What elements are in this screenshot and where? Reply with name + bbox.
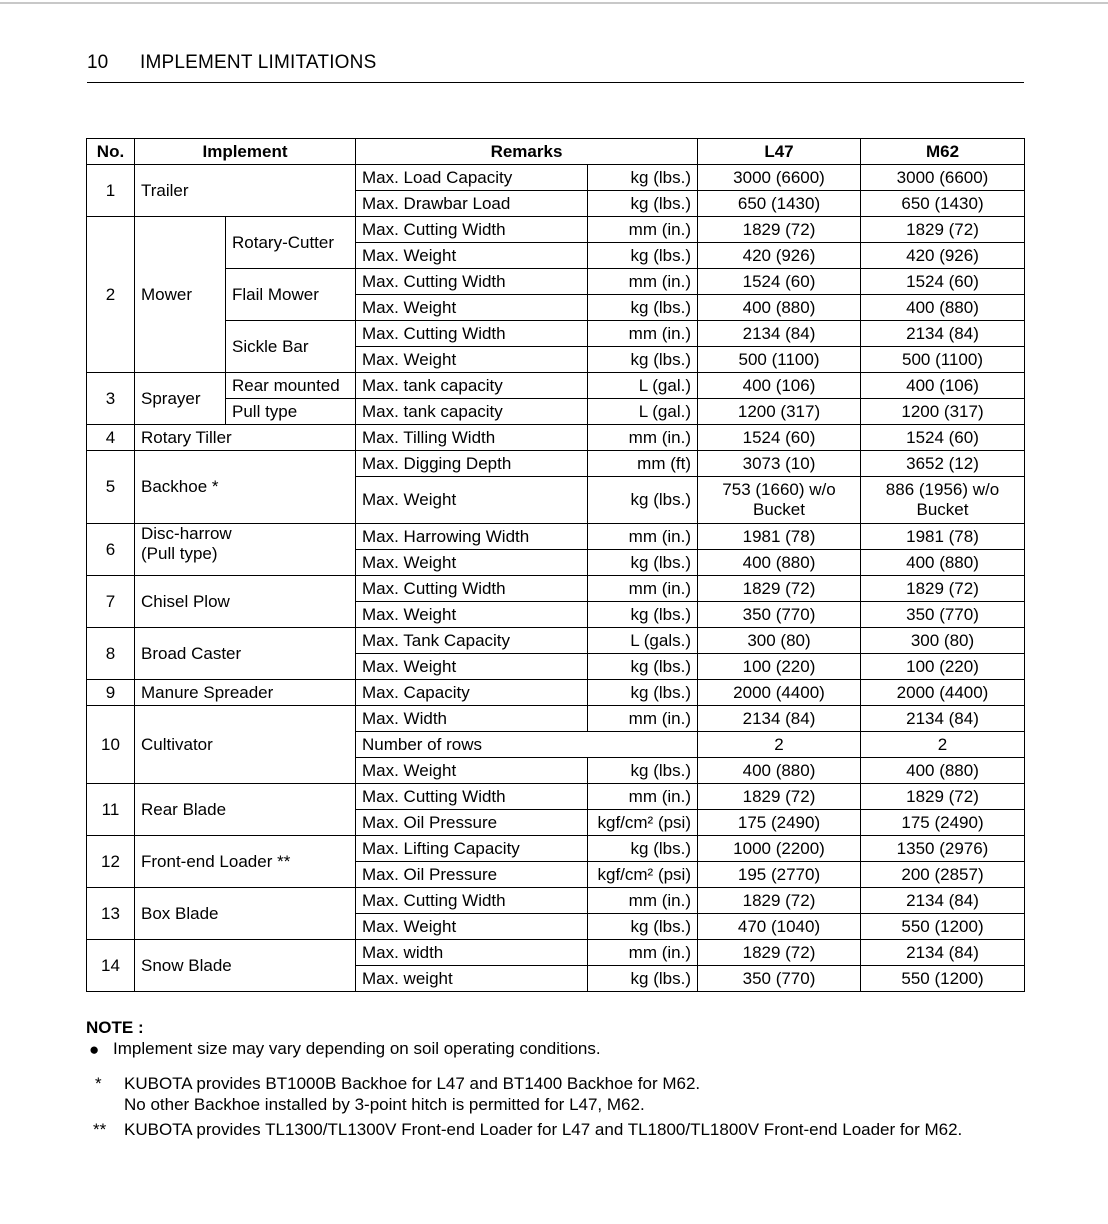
table-row bbox=[87, 217, 1025, 243]
page-number: 10 bbox=[87, 52, 109, 73]
m62-value: 1829 (72) bbox=[861, 217, 1025, 243]
remark: Max. Weight bbox=[356, 602, 588, 628]
m62-value: 2134 (84) bbox=[861, 940, 1025, 966]
remark: Max. Weight bbox=[356, 914, 588, 940]
table-row bbox=[87, 321, 1025, 347]
unit: kg (lbs.) bbox=[588, 243, 698, 269]
remark: Max. Harrowing Width bbox=[356, 524, 588, 550]
row-number: 11 bbox=[87, 784, 135, 836]
l47-value-line1: 753 (1660) w/o bbox=[722, 480, 836, 499]
row-number: 14 bbox=[87, 940, 135, 992]
m62-value: 1981 (78) bbox=[861, 524, 1025, 550]
implement-limitations-table bbox=[86, 138, 1025, 992]
row-number: 9 bbox=[87, 680, 135, 706]
unit: mm (in.) bbox=[588, 217, 698, 243]
m62-value: 200 (2857) bbox=[861, 862, 1025, 888]
m62-value: 3000 (6600) bbox=[861, 165, 1025, 191]
remark: Max. tank capacity bbox=[356, 373, 588, 399]
footnote-text-line1: KUBOTA provides BT1000B Backhoe for L47 and BT1400 Backhoe for M62. bbox=[124, 1074, 701, 1093]
implement-name: Mower bbox=[135, 217, 226, 373]
row-number: 13 bbox=[87, 888, 135, 940]
unit: kg (lbs.) bbox=[588, 477, 698, 524]
implement-name-line2: (Pull type) bbox=[141, 544, 218, 563]
row-number: 3 bbox=[87, 373, 135, 425]
unit: kgf/cm² (psi) bbox=[588, 810, 698, 836]
table-row bbox=[87, 706, 1025, 732]
row-number: 6 bbox=[87, 524, 135, 576]
m62-value: 1350 (2976) bbox=[861, 836, 1025, 862]
m62-value: 550 (1200) bbox=[861, 966, 1025, 992]
table-row bbox=[87, 628, 1025, 654]
footnote-text-line2: No other Backhoe installed by 3-point hitch is permitted for L47, M62. bbox=[124, 1095, 645, 1114]
m62-value: 650 (1430) bbox=[861, 191, 1025, 217]
l47-value: 500 (1100) bbox=[698, 347, 861, 373]
remark: Max. Cutting Width bbox=[356, 269, 588, 295]
m62-value: 400 (106) bbox=[861, 373, 1025, 399]
remark: Max. tank capacity bbox=[356, 399, 588, 425]
top-rule bbox=[0, 2, 1108, 4]
table-row bbox=[87, 888, 1025, 914]
remark: Max. weight bbox=[356, 966, 588, 992]
remark: Max. Weight bbox=[356, 347, 588, 373]
m62-value: 2134 (84) bbox=[861, 706, 1025, 732]
implement-subtype: Sickle Bar bbox=[226, 321, 356, 373]
l47-value: 2134 (84) bbox=[698, 321, 861, 347]
remark: Max. Cutting Width bbox=[356, 217, 588, 243]
remark: Max. Weight bbox=[356, 654, 588, 680]
remark: Max. Cutting Width bbox=[356, 784, 588, 810]
row-number: 4 bbox=[87, 425, 135, 451]
table-row bbox=[87, 451, 1025, 477]
note-bullet-text: Implement size may vary depending on soil operating conditions. bbox=[113, 1039, 601, 1058]
l47-value: 400 (880) bbox=[698, 550, 861, 576]
implement-name bbox=[135, 524, 356, 576]
implement-subtype: Rear mounted bbox=[226, 373, 356, 399]
l47-value: 1524 (60) bbox=[698, 425, 861, 451]
row-number: 12 bbox=[87, 836, 135, 888]
l47-value: 350 (770) bbox=[698, 602, 861, 628]
unit: L (gals.) bbox=[588, 628, 698, 654]
m62-value: 400 (880) bbox=[861, 550, 1025, 576]
l47-value-line2: Bucket bbox=[753, 500, 805, 519]
unit: kg (lbs.) bbox=[588, 966, 698, 992]
l47-value: 1829 (72) bbox=[698, 217, 861, 243]
l47-value: 100 (220) bbox=[698, 654, 861, 680]
implement-subtype: Flail Mower bbox=[226, 269, 356, 321]
l47-value: 195 (2770) bbox=[698, 862, 861, 888]
m62-value: 3652 (12) bbox=[861, 451, 1025, 477]
unit: kg (lbs.) bbox=[588, 295, 698, 321]
unit: mm (in.) bbox=[588, 524, 698, 550]
remark: Max. Tank Capacity bbox=[356, 628, 588, 654]
l47-value: 400 (106) bbox=[698, 373, 861, 399]
row-number: 2 bbox=[87, 217, 135, 373]
table-row bbox=[87, 940, 1025, 966]
col-header-l47: L47 bbox=[698, 139, 861, 165]
unit: mm (in.) bbox=[588, 888, 698, 914]
l47-value: 470 (1040) bbox=[698, 914, 861, 940]
unit: mm (in.) bbox=[588, 321, 698, 347]
m62-value: 1829 (72) bbox=[861, 784, 1025, 810]
page-header bbox=[87, 52, 1024, 83]
unit: mm (in.) bbox=[588, 784, 698, 810]
footnote-marker: * bbox=[95, 1074, 102, 1093]
remark: Max. Oil Pressure bbox=[356, 810, 588, 836]
m62-value-line1: 886 (1956) w/o bbox=[885, 480, 1000, 499]
l47-value: 420 (926) bbox=[698, 243, 861, 269]
m62-value: 400 (880) bbox=[861, 758, 1025, 784]
remark: Max. Cutting Width bbox=[356, 321, 588, 347]
col-header-implement: Implement bbox=[135, 139, 356, 165]
m62-value: 500 (1100) bbox=[861, 347, 1025, 373]
m62-value: 300 (80) bbox=[861, 628, 1025, 654]
implement-name: Snow Blade bbox=[135, 940, 356, 992]
unit: kg (lbs.) bbox=[588, 758, 698, 784]
unit: kg (lbs.) bbox=[588, 602, 698, 628]
l47-value: 1524 (60) bbox=[698, 269, 861, 295]
l47-value: 400 (880) bbox=[698, 295, 861, 321]
remark: Max. Load Capacity bbox=[356, 165, 588, 191]
implement-name: Sprayer bbox=[135, 373, 226, 425]
unit: mm (in.) bbox=[588, 425, 698, 451]
l47-value: 1829 (72) bbox=[698, 888, 861, 914]
remark: Max. Cutting Width bbox=[356, 576, 588, 602]
unit: L (gal.) bbox=[588, 373, 698, 399]
remark: Max. Capacity bbox=[356, 680, 588, 706]
m62-value: 2134 (84) bbox=[861, 888, 1025, 914]
unit: kg (lbs.) bbox=[588, 191, 698, 217]
unit: mm (in.) bbox=[588, 269, 698, 295]
table-row bbox=[87, 680, 1025, 706]
table-header-row bbox=[87, 139, 1025, 165]
remark: Max. Digging Depth bbox=[356, 451, 588, 477]
l47-value: 300 (80) bbox=[698, 628, 861, 654]
table-row bbox=[87, 165, 1025, 191]
l47-value: 2 bbox=[698, 732, 861, 758]
implement-name: Front-end Loader ** bbox=[135, 836, 356, 888]
implement-name: Manure Spreader bbox=[135, 680, 356, 706]
unit: kg (lbs.) bbox=[588, 836, 698, 862]
remark: Max. Drawbar Load bbox=[356, 191, 588, 217]
implement-name: Cultivator bbox=[135, 706, 356, 784]
l47-value: 400 (880) bbox=[698, 758, 861, 784]
m62-value: 550 (1200) bbox=[861, 914, 1025, 940]
note-bullet bbox=[86, 1038, 1086, 1059]
m62-value: 1200 (317) bbox=[861, 399, 1025, 425]
footnote-loader bbox=[86, 1119, 1086, 1140]
implement-name: Broad Caster bbox=[135, 628, 356, 680]
implement-subtype: Pull type bbox=[226, 399, 356, 425]
unit: kg (lbs.) bbox=[588, 654, 698, 680]
unit: mm (in.) bbox=[588, 576, 698, 602]
unit: kg (lbs.) bbox=[588, 165, 698, 191]
table-row bbox=[87, 836, 1025, 862]
page-title: IMPLEMENT LIMITATIONS bbox=[140, 52, 377, 73]
unit: kg (lbs.) bbox=[588, 347, 698, 373]
m62-value: 175 (2490) bbox=[861, 810, 1025, 836]
m62-value: 2 bbox=[861, 732, 1025, 758]
l47-value: 2000 (4400) bbox=[698, 680, 861, 706]
m62-value bbox=[861, 477, 1025, 524]
unit: kgf/cm² (psi) bbox=[588, 862, 698, 888]
l47-value: 1200 (317) bbox=[698, 399, 861, 425]
implement-name: Rotary Tiller bbox=[135, 425, 356, 451]
implement-name: Rear Blade bbox=[135, 784, 356, 836]
remark: Max. Weight bbox=[356, 295, 588, 321]
implement-name-line1: Disc-harrow bbox=[141, 524, 232, 543]
m62-value: 1524 (60) bbox=[861, 269, 1025, 295]
l47-value: 175 (2490) bbox=[698, 810, 861, 836]
footnote-text-line1: KUBOTA provides TL1300/TL1300V Front-end Loader for L47 and TL1800/TL1800V Front-end Loader for M62. bbox=[124, 1120, 963, 1139]
m62-value: 1524 (60) bbox=[861, 425, 1025, 451]
l47-value: 1829 (72) bbox=[698, 784, 861, 810]
m62-value: 100 (220) bbox=[861, 654, 1025, 680]
table-row bbox=[87, 524, 1025, 550]
table-row bbox=[87, 269, 1025, 295]
bullet-icon: ● bbox=[89, 1040, 100, 1059]
l47-value: 3073 (10) bbox=[698, 451, 861, 477]
table-row bbox=[87, 576, 1025, 602]
row-number: 10 bbox=[87, 706, 135, 784]
note-title: NOTE : bbox=[86, 1018, 144, 1037]
unit: kg (lbs.) bbox=[588, 680, 698, 706]
row-number: 8 bbox=[87, 628, 135, 680]
footnote-backhoe bbox=[86, 1073, 1086, 1115]
unit: mm (ft) bbox=[588, 451, 698, 477]
l47-value: 1000 (2200) bbox=[698, 836, 861, 862]
col-header-remarks: Remarks bbox=[356, 139, 698, 165]
remark: Max. Weight bbox=[356, 550, 588, 576]
unit: mm (in.) bbox=[588, 706, 698, 732]
remark: Max. Width bbox=[356, 706, 588, 732]
remark: Max. Weight bbox=[356, 477, 588, 524]
l47-value: 2134 (84) bbox=[698, 706, 861, 732]
remark: Number of rows bbox=[356, 732, 698, 758]
remark: Max. width bbox=[356, 940, 588, 966]
col-header-m62: M62 bbox=[861, 139, 1025, 165]
remark: Max. Oil Pressure bbox=[356, 862, 588, 888]
table-row bbox=[87, 425, 1025, 451]
l47-value: 1829 (72) bbox=[698, 576, 861, 602]
l47-value: 3000 (6600) bbox=[698, 165, 861, 191]
remark: Max. Weight bbox=[356, 758, 588, 784]
m62-value-line2: Bucket bbox=[916, 500, 969, 519]
table-row bbox=[87, 373, 1025, 399]
remark: Max. Tilling Width bbox=[356, 425, 588, 451]
remark: Max. Lifting Capacity bbox=[356, 836, 588, 862]
table-row bbox=[87, 399, 1025, 425]
implement-name: Box Blade bbox=[135, 888, 356, 940]
m62-value: 1829 (72) bbox=[861, 576, 1025, 602]
footnote-marker: ** bbox=[93, 1120, 107, 1139]
implement-subtype: Rotary-Cutter bbox=[226, 217, 356, 269]
col-header-no: No. bbox=[87, 139, 135, 165]
unit: kg (lbs.) bbox=[588, 550, 698, 576]
notes-section bbox=[86, 1017, 1086, 1140]
m62-value: 400 (880) bbox=[861, 295, 1025, 321]
l47-value: 350 (770) bbox=[698, 966, 861, 992]
remark: Max. Weight bbox=[356, 243, 588, 269]
implement-name: Chisel Plow bbox=[135, 576, 356, 628]
unit: kg (lbs.) bbox=[588, 914, 698, 940]
m62-value: 2134 (84) bbox=[861, 321, 1025, 347]
m62-value: 420 (926) bbox=[861, 243, 1025, 269]
implement-name: Backhoe * bbox=[135, 451, 356, 524]
l47-value bbox=[698, 477, 861, 524]
unit: L (gal.) bbox=[588, 399, 698, 425]
implement-name: Trailer bbox=[135, 165, 356, 217]
l47-value: 1829 (72) bbox=[698, 940, 861, 966]
remark: Max. Cutting Width bbox=[356, 888, 588, 914]
unit: mm (in.) bbox=[588, 940, 698, 966]
table-row bbox=[87, 784, 1025, 810]
row-number: 5 bbox=[87, 451, 135, 524]
row-number: 7 bbox=[87, 576, 135, 628]
l47-value: 1981 (78) bbox=[698, 524, 861, 550]
l47-value: 650 (1430) bbox=[698, 191, 861, 217]
row-number: 1 bbox=[87, 165, 135, 217]
m62-value: 350 (770) bbox=[861, 602, 1025, 628]
m62-value: 2000 (4400) bbox=[861, 680, 1025, 706]
